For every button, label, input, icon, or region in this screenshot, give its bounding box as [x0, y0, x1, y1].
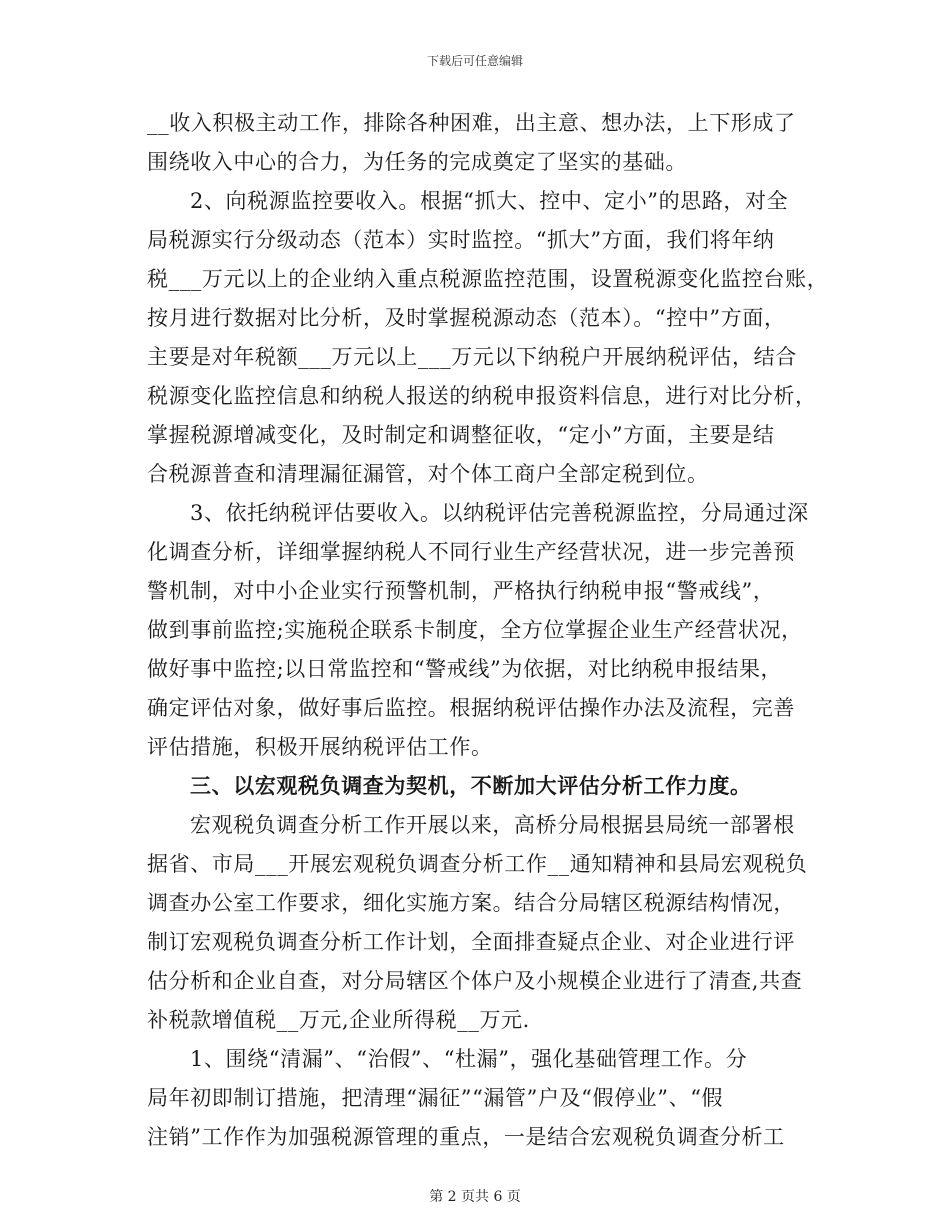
- paragraph-line: 宏观税负调查分析工作开展以来，高桥分局根据县局统一部署根: [190, 813, 795, 837]
- paragraph-line: 主要是对年税额___万元以上___万元以下纳税户开展纳税评估，结合: [147, 345, 797, 369]
- paragraph-line: 3、依托纳税评估要收入。以纳税评估完善税源监控，分局通过深: [190, 501, 809, 525]
- paragraph-line: __收入积极主动工作，排除各种困难，出主意、想办法，上下形成了: [147, 111, 796, 135]
- paragraph-line: 合税源普查和清理漏征漏管，对个体工商户全部定税到位。: [147, 462, 709, 486]
- paragraph-line: 按月进行数据对比分析，及时掌握税源动态（范本）。“控中”方面，: [147, 306, 786, 330]
- paragraph-line: 做到事前监控;实施税企联系卡制度，全方位掌握企业生产经营状况，: [147, 618, 803, 642]
- paragraph-line: 局税源实行分级动态（范本）实时监控。“抓大”方面，我们将年纳: [147, 228, 775, 252]
- paragraph-line: 税___万元以上的企业纳入重点税源监控范围，设置税源变化监控台账，: [147, 267, 829, 291]
- paragraph-line: 掌握税源增减变化，及时制定和调整征收，“定小”方面，主要是结: [147, 423, 775, 447]
- paragraph-line: 制订宏观税负调查分析工作计划，全面排查疑点企业、对企业进行评: [147, 930, 795, 954]
- paragraph-line: 围绕收入中心的合力，为任务的完成奠定了坚实的基础。: [147, 150, 687, 174]
- paragraph-line: 局年初即制订措施，把清理“漏征”“漏管”户及“假停业”、“假: [147, 1086, 724, 1110]
- paragraph-line: 警机制，对中小企业实行预警机制，严格执行纳税申报“警戒线”，: [147, 579, 775, 603]
- paragraph-line: 补税款增值税__万元,企业所得税__万元.: [147, 1008, 530, 1032]
- paragraph-line: 调查办公室工作要求，细化实施方案。结合分局辖区税源结构情况，: [147, 891, 795, 915]
- section-heading: 三、以宏观税负调查为契机，不断加大评估分析工作力度。: [190, 773, 752, 798]
- paragraph-line: 2、向税源监控要收入。根据“抓大、控中、定小”的思路，对全: [190, 189, 789, 213]
- paragraph-line: 化调查分析，详细掌握纳税人不同行业生产经营状况，进一步完善预: [147, 540, 795, 564]
- paragraph-line: 确定评估对象，做好事后监控。根据纳税评估操作办法及流程，完善: [147, 696, 795, 720]
- page-number-footer: 第 2 页共 6 页: [429, 1189, 521, 1205]
- paragraph-line: 1、围绕“清漏”、“治假”、“杜漏”，强化基础管理工作。分: [190, 1047, 748, 1071]
- paragraph-line: 税源变化监控信息和纳税人报送的纳税申报资料信息，进行对比分析，: [147, 384, 817, 408]
- paragraph-line: 评估措施，积极开展纳税评估工作。: [147, 735, 493, 759]
- paragraph-line: 估分析和企业自查，对分局辖区个体户及小规模企业进行了清查,共查: [147, 969, 803, 993]
- paragraph-line: 注销”工作作为加强税源管理的重点，一是结合宏观税负调查分析工: [147, 1125, 785, 1149]
- paragraph-line: 据省、市局___开展宏观税负调查分析工作__通知精神和县局宏观税负: [147, 852, 808, 876]
- page-header: 下载后可任意编辑: [426, 54, 523, 68]
- paragraph-line: 做好事中监控;以日常监控和“警戒线”为依据，对比纳税申报结果，: [147, 657, 783, 681]
